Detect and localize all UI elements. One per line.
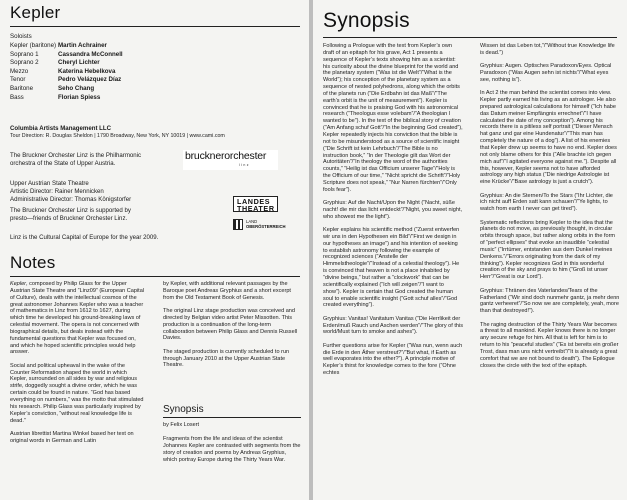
support-line-1: The Bruckner Orchester Linz is supported by (10, 207, 131, 214)
cast-singer-name: Katerina Hebelkova (58, 67, 116, 75)
page-title-synopsis: Synopsis (323, 9, 410, 32)
capital-of-culture-line: Linz is the Cultural Capital of Europe for the year 2009. (10, 234, 159, 241)
cast-role: Soprano 1 (10, 50, 39, 58)
synopsis-paragraph: Systematic reflections bring Kepler to the idea that the planets do not move, as previously thought, in circular orbits through space, but rather along orbits in the form of “perfect ellipses” that evoke an inaudible “celestial music” (“Irrtümer, entstanden aus dem Dunkel meines Denkens.”/“Errors originating from the dark of my thinking”). Kepler recognizes God in this wonderful creation of the sky and prays to him (“Groß ist unser Herr”/“Great is our Lord”). (480, 219, 616, 281)
bruckner-logo-text: brucknerorchester (185, 150, 267, 162)
cast-role: Kepler (baritone) (10, 42, 57, 49)
notes-heading: Notes (10, 253, 56, 272)
notes-column-1 (10, 281, 145, 451)
notes-paragraph: by Kepler, with additional relevant passages by the Baroque poet Andreas Gryphius and a short excerpt from the Old Testament Book of Genesis. (163, 281, 291, 301)
landestheater-logo (233, 196, 278, 212)
opera-title-italic: Kepler (10, 281, 27, 287)
synopsis-paragraph: Further questions arise for Kepler (“Was nun, wenn auch die Erde in den Äther verstreut?”/“But what, if Earth as well evaporates into the ether?”). A principle motive of Kepler’s thirst for knowledge comes to the fore (“Ohne echtes (323, 342, 463, 377)
synopsis-column-2 (480, 43, 620, 376)
cast-singer-name: Seho Chang (58, 85, 95, 92)
cast-singer-name: Pedro Velázquez Díaz (58, 76, 122, 84)
cast-singer-name: Martin Achrainer (58, 42, 107, 49)
bruckner-orchester-logo (183, 150, 278, 170)
management-name: Columbia Artists Management LLC (10, 125, 112, 132)
notes-paragraph: Austrian librettist Martina Winkel based her text on original words in German and Latin (10, 430, 134, 444)
synopsis-subheading: Synopsis (163, 404, 204, 415)
management-address: Tour Direction: R. Douglas Sheldon | 1790 Broadway, New York, NY 10019 | www.cami.com (10, 133, 225, 139)
notes-paragraph-text: , composed by Philip Glass for the Upper Austrian State Theatre and “Linz09” (European Capital of Culture), deals with the intellectual cosmos of the great astronomer Johannes Kepler who was a teacher of mathematics in Linz from 1612 to 1627, during which time he developed his ground-breaking laws of celestial movement. The opera is not concerned with biographical details, but deals instead with the fundamental questions that Kepler was focused on, and which he hoped scientific principles would help answer. (10, 281, 145, 356)
synopsis-paragraph: Following a Prologue with the text from Kepler’s own draft of an epitaph for his grave, Act 1 presents a sequence of Kepler’s texts showing him as a scientist: his curiosity about the divine blueprint for the world and the planetary system (“Was ist die Welt”/“What is the World”); his conception of the planetary system as a sequence of nested polyhedrons, along which the orbits of the planets run (“Die Erdbahn ist das Maß”/“The earth’s orbit is the unit of measurement”). Kepler is convinced that he is praising God with his astronomical research (“Theologus esse volebam”/“A theologian I wanted to be”). In the text of the biblical story of creation (“Am Anfang schuf Gott”/“In the beginning God created”), Kepler repeatedly injects his conviction that the bible is not to be misunderstood as a source of scientific insight (“Die Schrift ist kein Lehrbuch”/“The Bible is no instruction book,” “In der Theologie gilt das Wort der Autoritäten”/“In theology the word of the authorities counts,” “Heilig ist das Officium unserer Tage”/“Holy is the Officium of our time,” “Nicht spricht die Schrift”/“Holy Scripture does not speak,” “Nur Narren fürchten”/“Only fools fear”). (323, 43, 463, 193)
notes-column-2 (163, 281, 301, 376)
synopsis-title-rule (323, 37, 617, 38)
landestheater-logo-line-1: LANDES (237, 197, 271, 206)
soloists-label: Soloists (10, 33, 32, 40)
bruckner-logo-subtext: linz (239, 163, 250, 167)
page-title-kepler: Kepler (10, 3, 61, 22)
cast-role: Soprano 2 (10, 59, 39, 67)
cast-singer-name: Florian Spiess (58, 93, 101, 101)
notes-rule (10, 276, 300, 277)
support-line-2: presto—friends of Bruckner Orchester Linz. (10, 215, 128, 222)
synopsis-paragraph: Wissen ist das Leben tot,”/“Without true Knowledge life is dead.”) (480, 43, 615, 56)
landestheater-logo-line-2: THEATER (237, 204, 275, 213)
upper-austria-logo (233, 218, 286, 231)
orchestra-line-2: orchestra of the State of Upper Austria. (10, 160, 116, 167)
orchestra-line-1: The Bruckner Orchester Linz is the Philharmonic (10, 152, 142, 159)
theatre-line-3: Administrative Director: Thomas Königstorfer (10, 196, 132, 203)
synopsis-paragraph: Gryphius: Augen. Optisches Paradoxon/Eyes. Optical Paradoxon (“Was Augen sehn ist nichts”/“What eyes see, nothing is”). (480, 63, 612, 83)
synopsis-subrule (163, 417, 301, 418)
theatre-line-1: Upper Austrian State Theatre (10, 180, 89, 187)
synopsis-paragraph: The raging destruction of the Thirty Years War becomes a threat to all mankind. Kepler knows there is no longer any secure refuge for him. All that is left for him is to return to his “peaceful studies” (“Es ist bereits ein großer Trost, dass man uns nicht vertreibt”/“It is already a great comfort that we are not bound to death”). The Epilogue closes the circle with the text of the epitaph. (480, 321, 619, 369)
cast-role: Baritone (10, 85, 34, 92)
notes-paragraph: Social and political upheaval in the wake of the Counter Reformation shaped the world in which Kepler, surrounded on all sides by war and religious strife, doggedly sought a divine order, which he was certain could be found in nature. “God has based everything on numbers,” was the motto that stimulated his research. Philip Glass was particularly inspired by Kepler’s conviction, “without real knowledge life is dead.” (10, 362, 144, 424)
upper-austria-logo-line-1: LAND (246, 219, 258, 224)
synopsis-intro: Fragments from the life and ideas of the scientist Johannes Kepler are contrasted with segments from the story of creation and poems by Andreas Gryphius, which portray Europe during the Thirty Years War. (163, 436, 301, 463)
cast-role: Tenor (10, 76, 26, 84)
theatre-line-2: Artistic Director: Rainer Mennicken (10, 188, 104, 195)
cast-singer-name: Cheryl Lichter (58, 59, 100, 67)
synopsis-byline: by Felix Losert (163, 422, 200, 428)
synopsis-column-1 (323, 43, 463, 383)
right-page (313, 0, 627, 500)
upper-austria-logo-line-2: OBERÖSTERREICH (246, 224, 286, 229)
synopsis-paragraph: Gryphius: Auf die Nacht/Upon the Night (“Nacht, süße nacht! die mir das licht entdeckt”/“Night, you sweet night, who showest me the light”). (323, 200, 463, 220)
cast-role: Mezzo (10, 67, 29, 75)
cast-singer-name: Cassandra McConnell (58, 50, 123, 58)
notes-paragraph: The staged production is currently scheduled to run through January 2010 at the Upper Austrian State Theatre. (163, 348, 290, 369)
title-rule (10, 26, 300, 27)
synopsis-paragraph: Kepler explains his scientific method (“Zuerst entwerfen wir uns in den Hypothesen ein Bild”/“First we design in our hypotheses an image”) and his intention of seeking to establish astronomy following the example of recognized sciences (“Anstelle der Himmelstheologie”/“Instead of a celestial theology”). He is convinced that heaven is not a place inhabited by “divine beings,” but rather a “clockwork” that can be scientifically explained (“Ich will zeigen”/“I want to show”). Kepler is certain that God created the human soul to enable scientific insight (“Gott schuf alles”/“God created everything”). (323, 227, 460, 309)
left-page (0, 0, 309, 500)
synopsis-paragraph: Gryphius: Thränen des Vaterlandes/Tears of the Fatherland (“Wir sind doch nunmehr gantz, ja mehr denn gantz verheeret”/“So now we are completely, yeah, more than that destroyed!”). (480, 287, 620, 315)
notes-paragraph (10, 281, 145, 356)
synopsis-paragraph: In Act 2 the man behind the scientist comes into view. Kepler partly earned his living as an astrologer. He also prepared astrological calculations for himself (“Ich habe das Datum meiner Empfängnis errechnet”/“I have calculated the date of my conception”). Among his records there is a pitiless self portrait (“Dieser Mensch hat ganz und gar eine Hundenatur”/“This man has completely the nature of a dog”). A list of his enemies that Kepler drew up seems to have no end. Kepler does not only blame others for this (“Alle brachte ich gegen mich auf”/“I agitated everyone against me.”). Despite all this, however, Kepler seems not to have afforded astrology any high status (“Die niedrige Astrologie ist eine Krücke”/“Base astrology is just a crutch”). (480, 90, 617, 186)
cast-role: Bass (10, 93, 24, 101)
synopsis-paragraph: Gryphius: An die Sternen/To the Stars (“Ihr Lichter, die ich nicht auff Erden satt kann schauen”/“Ye lights, to watch from earth I never can get tired”). (480, 192, 613, 213)
notes-paragraph: The original Linz stage production was conceived and directed by Belgian video artist Peter Missotten. This production is a continuation of the long-term collaboration between Philip Glass and Dennis Russell Davies. (163, 308, 298, 342)
coat-of-arms-icon (233, 219, 243, 230)
synopsis-paragraph: Gryphius: Vanitas! Vanitatum Vanitas (“Die Herrlikeit der Erden/muß Rauch und Aschen werden”/“The glory of this world/Must turn to smoke and ashes”). (323, 315, 463, 336)
